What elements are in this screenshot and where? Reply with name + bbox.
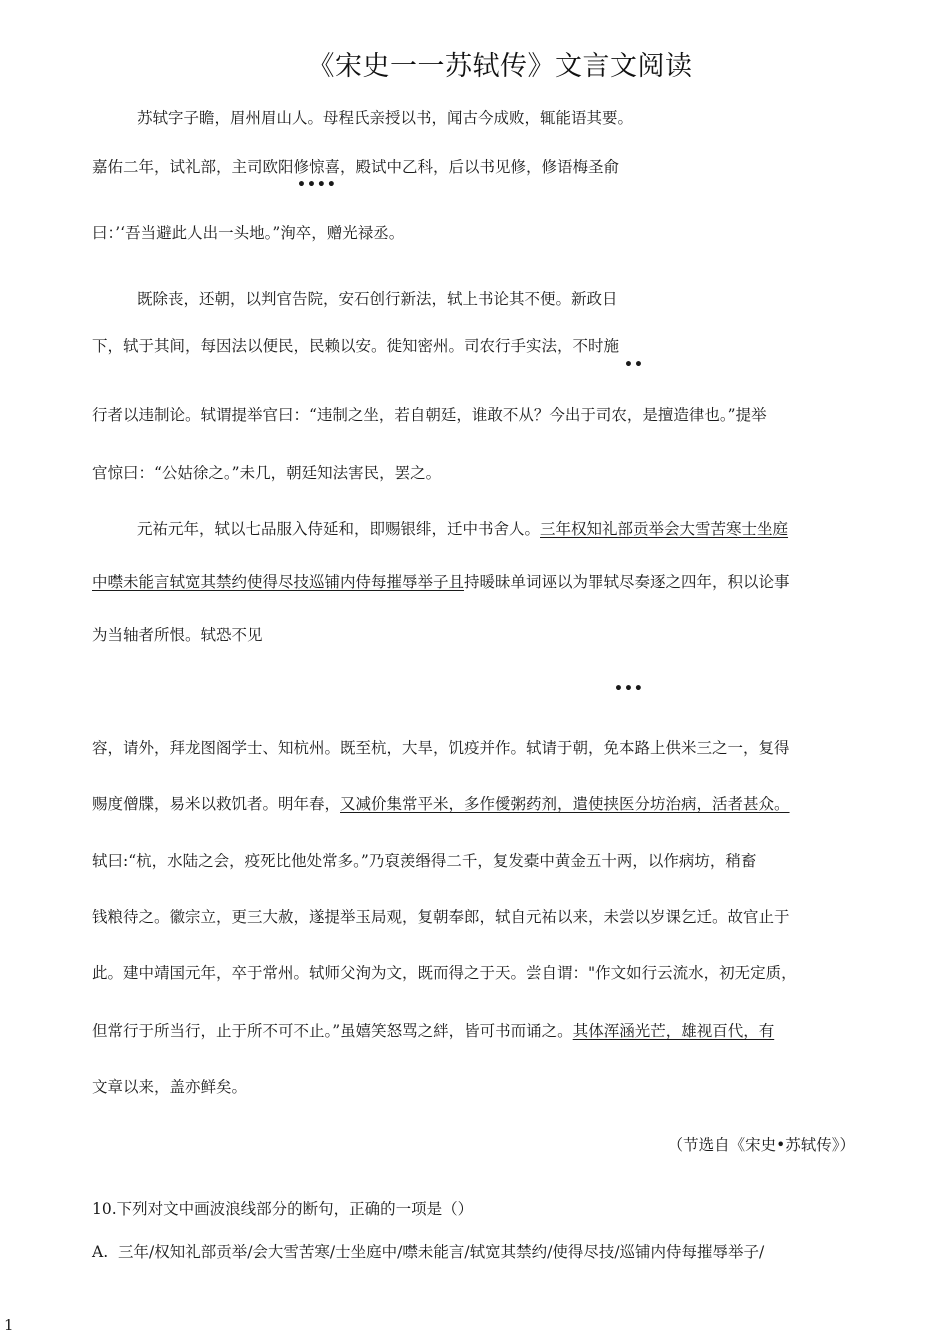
paragraph-3-line-10: 文章以来，盖亦鲜矣。 <box>92 1078 248 1096</box>
option-label: A. <box>92 1243 109 1261</box>
paragraph-1-line-3: 曰：’‘吾当避此人出一头地。”洵卒，赠光禄丞。 <box>92 224 405 242</box>
emphasis-dots: ••• <box>614 681 644 697</box>
paragraph-3-line-4: 容，请外，拜龙图阁学士、知杭州。既至杭，大旱，饥疫并作。轼请于朝，免本路上供米三之一，复得 <box>92 739 790 757</box>
paragraph-3-line-5 <box>92 793 858 815</box>
plain-text: 持暖昧单词诬以为罪轼尽奏逐之四年，积以论事 <box>464 573 790 591</box>
wavy-underlined-text: 三年权知礼部贡举会大雪苦寒士坐庭 <box>540 520 789 538</box>
source-citation: （节选自《宋史•苏轼传》） <box>667 1136 855 1154</box>
underlined-text: 又减价集常平米，多作僾粥药剂，遣使挟医分坊治病，活者甚众。 <box>340 795 790 813</box>
paragraph-3-line-3: 为当轴者所恨。轼恐不见 <box>92 626 263 644</box>
paragraph-3-line-9 <box>92 1020 858 1042</box>
paragraph-1-line-1: 苏轼字子瞻，眉州眉山人。母程氏亲授以书，闻古今成败，辄能语其要。 <box>137 109 634 127</box>
paragraph-3-line-2 <box>92 571 858 593</box>
wavy-underlined-text: 中噤未能言轼宽其禁约使得尽技巡铺内侍每摧辱举子且 <box>92 573 465 591</box>
plain-text: 元祐元年，轼以七品服入侍延和，即赐银绯，迁中书舍人。 <box>137 520 541 538</box>
paragraph-3-line-6: 轼曰:“杭，水陆之会，疫死比他处常多。”乃裒羡缗得二千，复发橐中黄金五十两，以作病坊，稍畜 <box>92 852 757 870</box>
page-number: 1 <box>4 1316 14 1334</box>
question-10: 10.下列对文中画波浪线部分的断句，正确的一项是（） <box>92 1200 474 1218</box>
emphasis-dots: •• <box>624 357 644 373</box>
option-a <box>92 1241 764 1263</box>
paragraph-3-line-7: 钱粮待之。徽宗立，更三大赦，遂提举玉局观，复朝奉郎，轼自元祐以来，未尝以岁课乞迁。故官止于 <box>92 908 790 926</box>
underlined-text: 其体浑涵光芒，雄视百代，有 <box>572 1022 775 1040</box>
emphasis-dots: •••• <box>297 177 337 193</box>
paragraph-3-line-8: 此。建中靖国元年，卒于常州。轼师父洵为文，既而得之于天。尝自谓："作文如行云流水，初无定质， <box>92 964 797 982</box>
page-title: 《宋史一一苏轼传》文言文阅读 <box>307 51 693 82</box>
paragraph-3-line-1 <box>137 518 858 540</box>
plain-text: 但常行于所当行，止于所不可不止。”虽嬉笑怒骂之絆，皆可书而诵之。 <box>92 1022 573 1040</box>
option-text: 三年/权知礼部贡举/会大雪苦寒/士坐庭中/噤未能言/轼宽其禁约/使得尽技/巡铺内侍每摧辱举子/ <box>117 1243 765 1261</box>
paragraph-2-line-3: 行者以违制论。轼谓提举官曰：“违制之坐，若自朝廷，谁敢不从？今出于司农，是擅造律也。”提举 <box>92 406 767 424</box>
paragraph-2-line-1: 既除丧，还朝，以判官告院，安石创行新法，轼上书论其不便。新政日 <box>137 290 618 308</box>
paragraph-2-line-4: 官惊曰：“公姑徐之。”未几，朝廷知法害民，罢之。 <box>92 464 442 482</box>
paragraph-1-line-2: 嘉佑二年，试礼部，主司欧阳修惊喜，殿试中乙科，后以书见修，修语梅圣俞 <box>92 158 620 176</box>
paragraph-2-line-2: 下，轼于其间，每因法以便民，民赖以安。徙知密州。司农行手实法，不时施 <box>92 337 620 355</box>
plain-text: 赐度僧牒，易米以救饥者。明年春， <box>92 795 341 813</box>
